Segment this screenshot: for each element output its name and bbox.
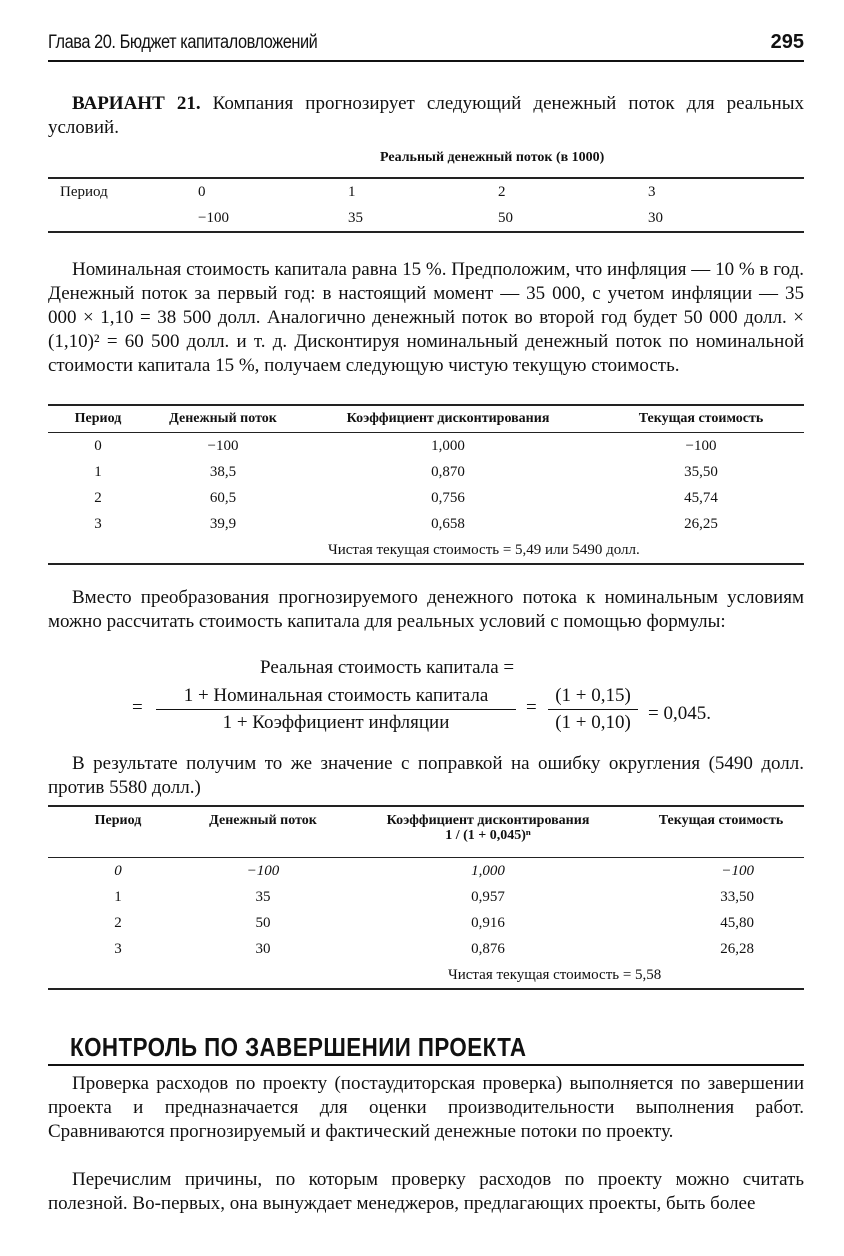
section-heading — [48, 1032, 804, 1066]
table-cell: 45,80 — [720, 914, 754, 931]
paragraph-text: Вместо преобразования прогнозируемого денежного потока к номинальным условиям можно рассчитать стоимость капитала для реальных условий с помощью формулы: — [48, 587, 804, 632]
table-row — [48, 433, 804, 460]
table-row — [48, 485, 804, 511]
table-cell: −100 — [198, 209, 229, 226]
table-row — [48, 858, 804, 885]
table-cell: 1 — [348, 183, 356, 200]
running-header — [48, 30, 804, 62]
table-cell: 3 — [114, 940, 122, 957]
postaudit-paragraph — [48, 1072, 804, 1144]
formula-lhs: Реальная стоимость капитала = — [260, 657, 515, 678]
table-cell: 0,658 — [431, 515, 465, 532]
table-row — [48, 936, 804, 962]
table-cell: −100 — [685, 437, 717, 454]
section-title-text: КОНТРОЛЬ ПО ЗАВЕРШЕНИИ ПРОЕКТА — [70, 1032, 527, 1062]
table-row — [48, 511, 804, 537]
table-cell: 1,000 — [431, 437, 465, 454]
table-cell: 26,25 — [684, 515, 718, 532]
formula-equals: = — [526, 697, 537, 718]
table-header-row — [48, 806, 804, 858]
formula-fraction-2 — [548, 685, 638, 734]
paragraph-text: Проверка расходов по проекту (постаудиторская проверка) выполняется по завершении проекта и предназначается для оценки производительности выполнения работ. Сравниваются прогнозируемый и фактический денежные потоки по проекту. — [48, 1073, 804, 1142]
column-header: Период — [94, 813, 142, 828]
table-cell: 3 — [648, 183, 656, 200]
table-cell: −100 — [721, 862, 754, 879]
table-cell: 1 — [94, 463, 102, 480]
table-cell: 0,916 — [471, 914, 505, 931]
table-cell: 50 — [498, 209, 513, 226]
table-cell: −100 — [246, 862, 280, 879]
table-cell: 35 — [348, 209, 363, 226]
table-cell: 0,870 — [431, 463, 465, 480]
table-cell: 50 — [255, 914, 271, 931]
table-cell: 0,957 — [471, 888, 505, 905]
formula-fraction-1 — [156, 685, 516, 734]
variant-text: Компания прогнозирует следующий денежный поток для реальных условий. — [48, 93, 804, 138]
real-npv-table — [48, 805, 804, 990]
paragraph-text: Перечислим причины, по которым проверку расходов по проекту можно считать полезной. Во-первых, она вынуждает менеджеров, предлагающих проекты, быть более — [48, 1169, 804, 1214]
table-header-row — [48, 405, 804, 433]
table-row — [48, 910, 804, 936]
table-total-row — [48, 962, 804, 989]
table-cell: 33,50 — [720, 888, 754, 905]
chapter-title: Глава 20. Бюджет капиталовложений — [48, 32, 318, 53]
npv-total: Чистая текущая стоимость = 5,58 — [448, 966, 662, 983]
table-cell: 2 — [114, 914, 122, 931]
denominator: 1 + Коэффициент инфляции — [222, 712, 450, 733]
paragraph-text: Номинальная стоимость капитала равна 15 %. Предположим, что инфляция — 10 % в год. Денежный поток за первый год: в настоящий момент — 35 000, с учетом инфляции — 35 000 × 1,10 = 38 500 долл. Аналогично денежный поток во второй год будет 50 000 долл. × (1,10)² = 60 500 долл. и т. д. Дисконтируя номинальный денежный поток по номинальной стоимости капитала 15 %, получаем следующую чистую текущую стоимость. — [48, 259, 804, 376]
table-cell: 60,5 — [209, 489, 237, 506]
real-cashflow-caption: Реальный денежный поток (в 1000) — [380, 150, 605, 165]
table-cell: 39,9 — [209, 515, 237, 532]
table-cell: 45,74 — [684, 489, 718, 506]
npv-total: Чистая текущая стоимость = 5,49 или 5490 долл. — [328, 541, 640, 558]
table-cell: 2 — [498, 183, 506, 200]
table-cell: −100 — [207, 437, 239, 454]
table-cell: 30 — [648, 209, 663, 226]
table-cell: 3 — [94, 515, 102, 532]
column-header: Период — [74, 411, 122, 426]
numerator: 1 + Номинальная стоимость капитала — [156, 685, 516, 710]
column-header — [338, 806, 638, 858]
row-label: Период — [60, 183, 108, 200]
table-cell: 2 — [94, 489, 102, 506]
table-cell: 0,876 — [471, 940, 505, 957]
table-total-row — [48, 537, 804, 564]
variant-label: ВАРИАНТ 21. — [72, 93, 201, 114]
paragraph-text: В результате получим то же значение с поправкой на ошибку округления (5490 долл. против 5580 долл.) — [48, 753, 804, 798]
nominal-npv-table — [48, 404, 804, 565]
variant-paragraph — [48, 92, 804, 140]
table-row — [48, 178, 804, 205]
table-row — [48, 205, 804, 232]
formula-equals: = — [132, 697, 143, 718]
table-cell: 30 — [255, 940, 271, 957]
table-row — [48, 459, 804, 485]
table-cell: 1,000 — [471, 862, 505, 879]
table-cell: 35 — [255, 888, 271, 905]
column-header: Текущая стоимость — [638, 411, 764, 426]
column-header: Коэффициент дисконтирования — [346, 411, 550, 426]
table-cell: 26,28 — [720, 940, 754, 957]
reasons-paragraph — [48, 1168, 804, 1216]
result-paragraph — [48, 752, 804, 800]
table-cell: 35,50 — [684, 463, 718, 480]
table-cell: 1 — [114, 888, 122, 905]
formula-result: = 0,045. — [648, 703, 711, 724]
table-cell: 0 — [114, 862, 122, 879]
column-header: Денежный поток — [169, 411, 277, 426]
table-cell: 0 — [94, 437, 102, 454]
header-formula: 1 / (1 + 0,045)ⁿ — [445, 828, 531, 843]
table-cell: 38,5 — [209, 463, 237, 480]
nominal-paragraph — [48, 258, 804, 378]
real-cashflow-table — [48, 177, 804, 233]
numerator: (1 + 0,15) — [548, 685, 638, 710]
page-number: 295 — [770, 31, 804, 53]
real-rate-paragraph — [48, 586, 804, 634]
column-header: Текущая стоимость — [658, 813, 784, 828]
table-row — [48, 884, 804, 910]
header-line: Коэффициент дисконтирования — [386, 813, 590, 828]
column-header: Денежный поток — [209, 813, 317, 828]
table-cell: 0,756 — [431, 489, 465, 506]
table-cell: 0 — [198, 183, 206, 200]
denominator: (1 + 0,10) — [555, 712, 631, 733]
